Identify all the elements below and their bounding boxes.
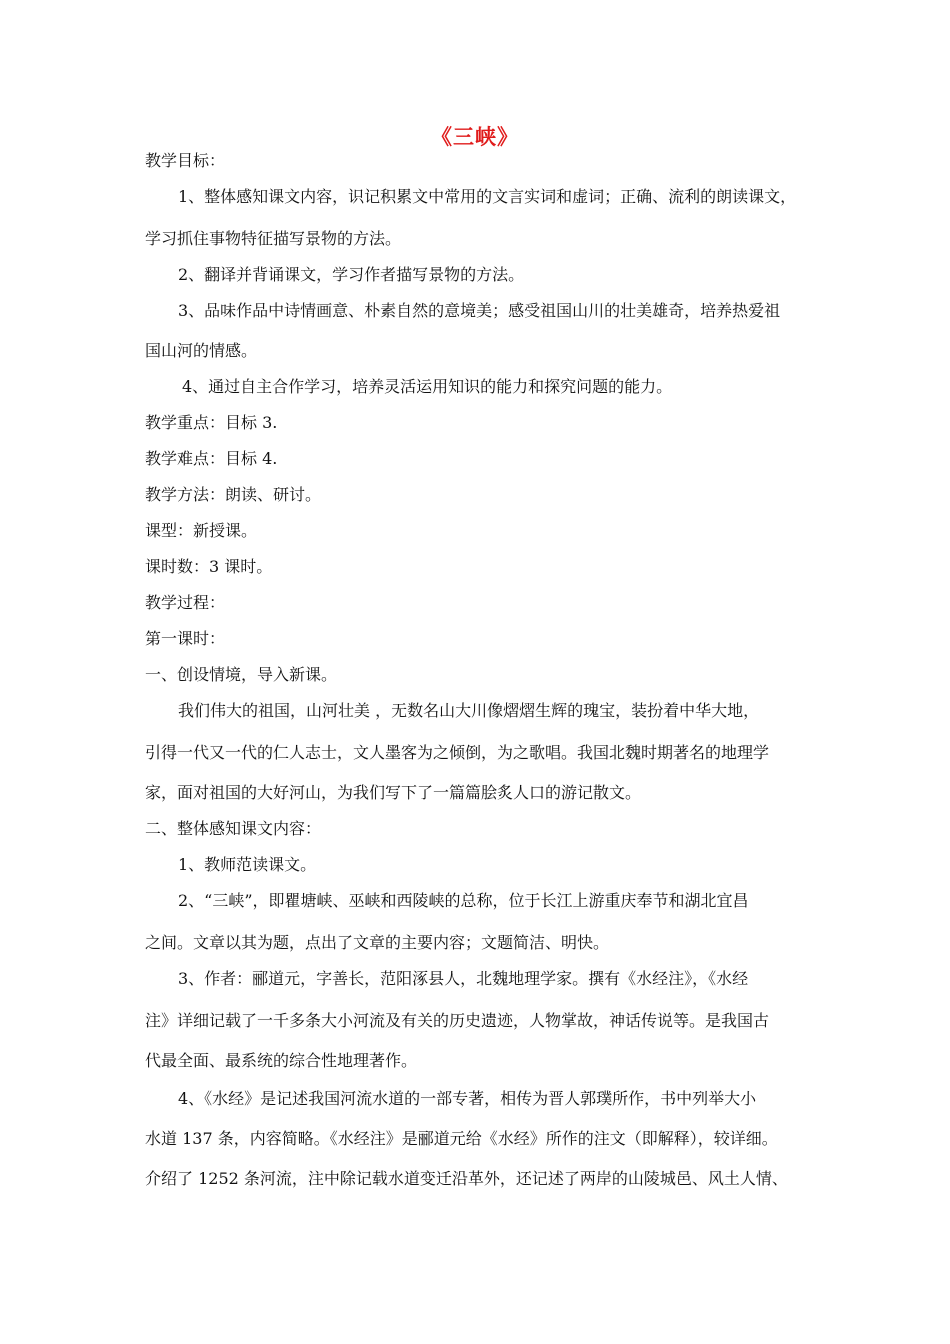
text-line: 国山河的情感。 [145,341,258,360]
document-title: 《三峡》 [431,125,519,149]
text-line: 2、翻译并背诵课文，学习作者描写景物的方法。 [178,265,525,284]
text-line: 一、创设情境，导入新课。 [145,665,338,684]
text-line: 学习抓住事物特征描写景物的方法。 [145,229,402,248]
text-line: 二、整体感知课文内容： [145,819,322,838]
text-line: 4、《水经》是记述我国河流水道的一部专著，相传为晋人郭璞所作，书中列举大小 [178,1089,757,1108]
text-line: 4、通过自主合作学习，培养灵活运用知识的能力和探究问题的能力。 [182,377,673,396]
text-line: 3、品味作品中诗情画意、朴素自然的意境美；感受祖国山川的壮美雄奇，培养热爱祖 [178,301,781,320]
text-line: 3、作者：郦道元，字善长，范阳涿县人，北魏地理学家。撰有《水经注》，《水经 [178,969,749,988]
text-line: 教学难点：目标 4. [145,449,278,468]
text-line: 1、整体感知课文内容，识记积累文中常用的文言实词和虚词；正确、流利的朗读课文， [178,187,797,206]
text-line: 代最全面、最系统的综合性地理著作。 [145,1051,418,1070]
text-line: 水道 137 条，内容简略。《水经注》是郦道元给《水经》所作的注文（即解释），较详细。 [145,1129,778,1148]
text-line: 课时数：3 课时。 [145,557,273,576]
text-line: 2、“三峡”，即瞿塘峡、巫峡和西陵峡的总称，位于长江上游重庆奉节和湖北宜昌 [178,891,749,910]
text-line: 1、教师范读课文。 [178,855,317,874]
text-line: 介绍了 1252 条河流，注中除记载水道变迁沿革外，还记述了两岸的山陵城邑、风土人情、 [145,1169,788,1188]
text-line: 之间。文章以其为题，点出了文章的主要内容；文题简洁、明快。 [145,933,610,952]
text-line: 教学目标： [145,151,226,170]
text-line: 教学过程： [145,593,226,612]
text-line: 教学方法：朗读、研讨。 [145,485,322,504]
text-line: 教学重点：目标 3. [145,413,278,432]
text-line: 家，面对祖国的大好河山，为我们写下了一篇篇脍炙人口的游记散文。 [145,783,642,802]
text-line: 第一课时： [145,629,226,648]
text-line: 课型：新授课。 [145,521,258,540]
text-line: 引得一代又一代的仁人志士，文人墨客为之倾倒，为之歌唱。我国北魏时期著名的地理学 [145,743,770,762]
text-line: 我们伟大的祖国，山河壮美 ，无数名山大川像熠熠生辉的瑰宝，装扮着中华大地， [178,701,760,720]
text-line: 注》详细记载了一千多条大小河流及有关的历史遗迹，人物掌故，神话传说等。是我国古 [145,1011,770,1030]
